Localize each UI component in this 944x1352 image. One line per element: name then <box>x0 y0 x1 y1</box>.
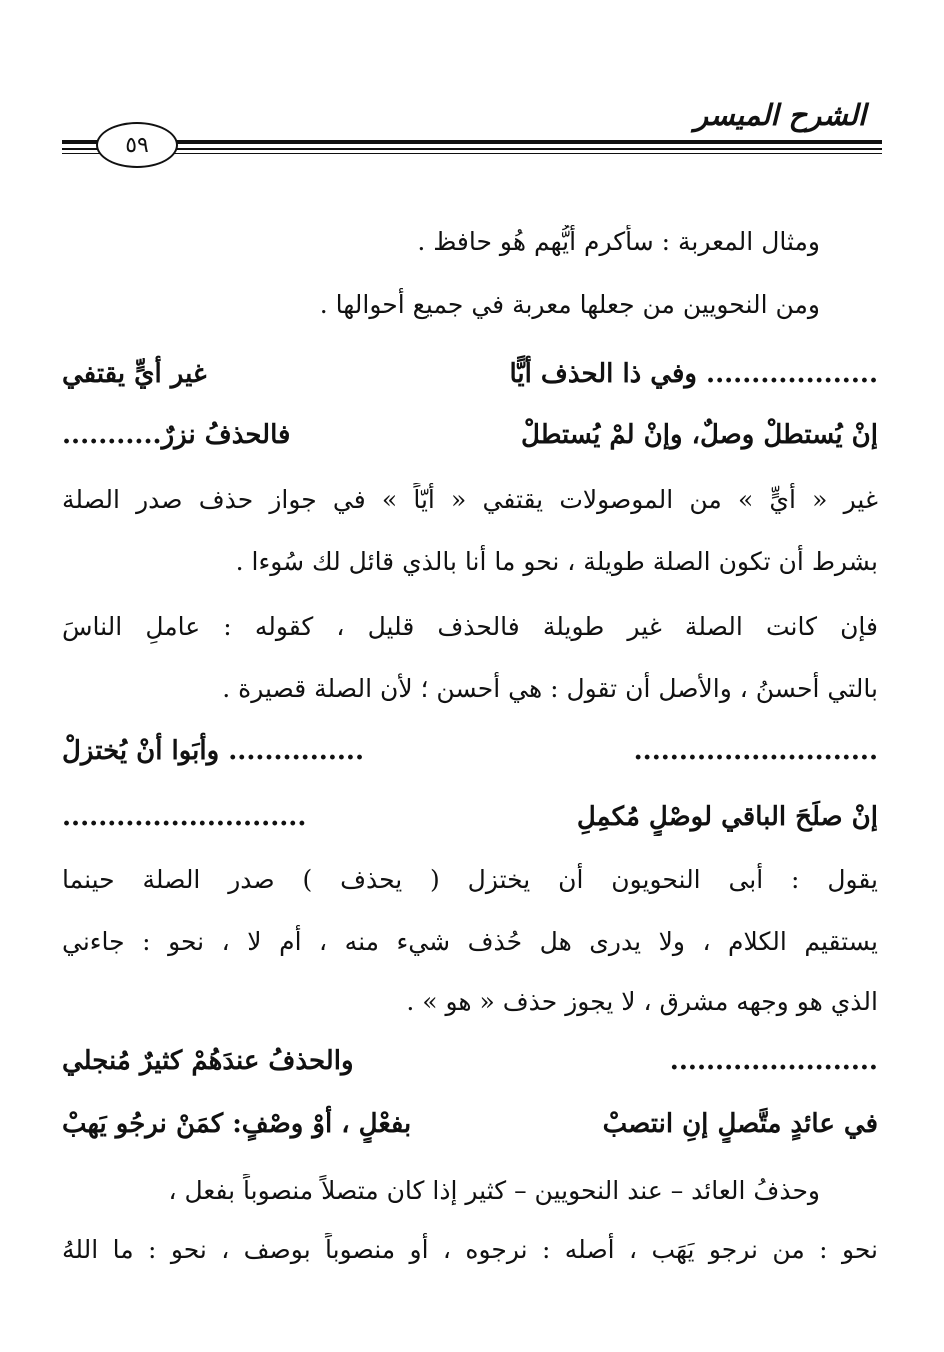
paragraph-line: بالتي أحسنُ ، والأصل أن تقول : هي أحسن ؛ لأن الصلة قصيرة . <box>222 674 878 703</box>
verse-first-hemistich: في عائدٍ متَّصلٍ إنِ انتصبْ <box>602 1109 878 1139</box>
verse-second-hemistich: غير أيٍّ يقتفي <box>62 359 207 389</box>
verse-line <box>62 732 878 772</box>
running-header-title: الشرح الميسر <box>694 98 866 132</box>
paragraph-line: نحو : من نرجو يَهَب ، أصله : نرجوه ، أو منصوباً بوصف ، نحو : ما اللهُ <box>62 1235 878 1264</box>
header-rule-thick <box>62 140 882 144</box>
verse-first-hemistich: ........................... <box>633 736 878 766</box>
verse-line <box>62 798 878 838</box>
verse-line <box>62 416 878 456</box>
verse-first-hemistich: إنْ صلَحَ الباقي لوصْلٍ مُكمِلِ <box>576 802 878 832</box>
paragraph-line: الذي هو وجهه مشرق ، لا يجوز حذف « هو » . <box>406 987 878 1016</box>
verse-line <box>62 1105 878 1145</box>
verse-first-hemistich: إنْ يُستطلْ وصلٌ، وإنْ لمْ يُستطلْ <box>521 420 878 450</box>
paragraph-line: يستقيم الكلام ، ولا يدرى هل حُذف شيء منه ، أم لا ، نحو : جاءني <box>62 927 878 956</box>
page-number-oval <box>96 122 178 168</box>
verse-second-hemistich: ........................... <box>62 802 307 832</box>
header-rule-medium <box>62 148 882 150</box>
paragraph-line: غير « أيٍّ » من الموصولات يقتفي « أيّاً » في جواز حذف صدر الصلة <box>62 485 878 514</box>
verse-line <box>62 355 878 395</box>
verse-first-hemistich: ....................... <box>669 1046 878 1076</box>
page-number: ٥٩ <box>125 132 149 158</box>
paragraph-line: فإن كانت الصلة غير طويلة فالحذف قليل ، كقوله : عاملِ الناسَ <box>62 612 878 641</box>
paragraph-line: ومثال المعربة : سأكرم أيُّهم هُو حافظ . <box>417 227 820 256</box>
verse-second-hemistich: ............... وأبَوا أنْ يُختزلْ <box>62 736 365 766</box>
verse-first-hemistich: ................... وفي ذا الحذف أيًّا <box>509 359 878 389</box>
paragraph-line: بشرط أن تكون الصلة طويلة ، نحو ما أنا بالذي قائل لك سُوءا . <box>235 547 878 576</box>
verse-second-hemistich: فالحذفُ نزرٌ........... <box>62 420 291 450</box>
verse-second-hemistich: بفعْلٍ ، أوْ وصْفٍ: كمَنْ نرجُو يَهبْ <box>62 1109 412 1139</box>
header-rule-thin <box>62 153 882 154</box>
verse-line <box>62 1042 878 1082</box>
paragraph-line: وحذفُ العائد – عند النحويين – كثير إذا كان متصلاً منصوباً بفعل ، <box>168 1176 820 1205</box>
paragraph-line: يقول : أبى النحويون أن يختزل ( يحذف ) صدر الصلة حينما <box>62 865 878 894</box>
paragraph-line: ومن النحويين من جعلها معربة في جميع أحوالها . <box>319 290 820 319</box>
verse-second-hemistich: والحذفُ عندَهُمْ كثيرٌ مُنجلي <box>62 1046 354 1076</box>
